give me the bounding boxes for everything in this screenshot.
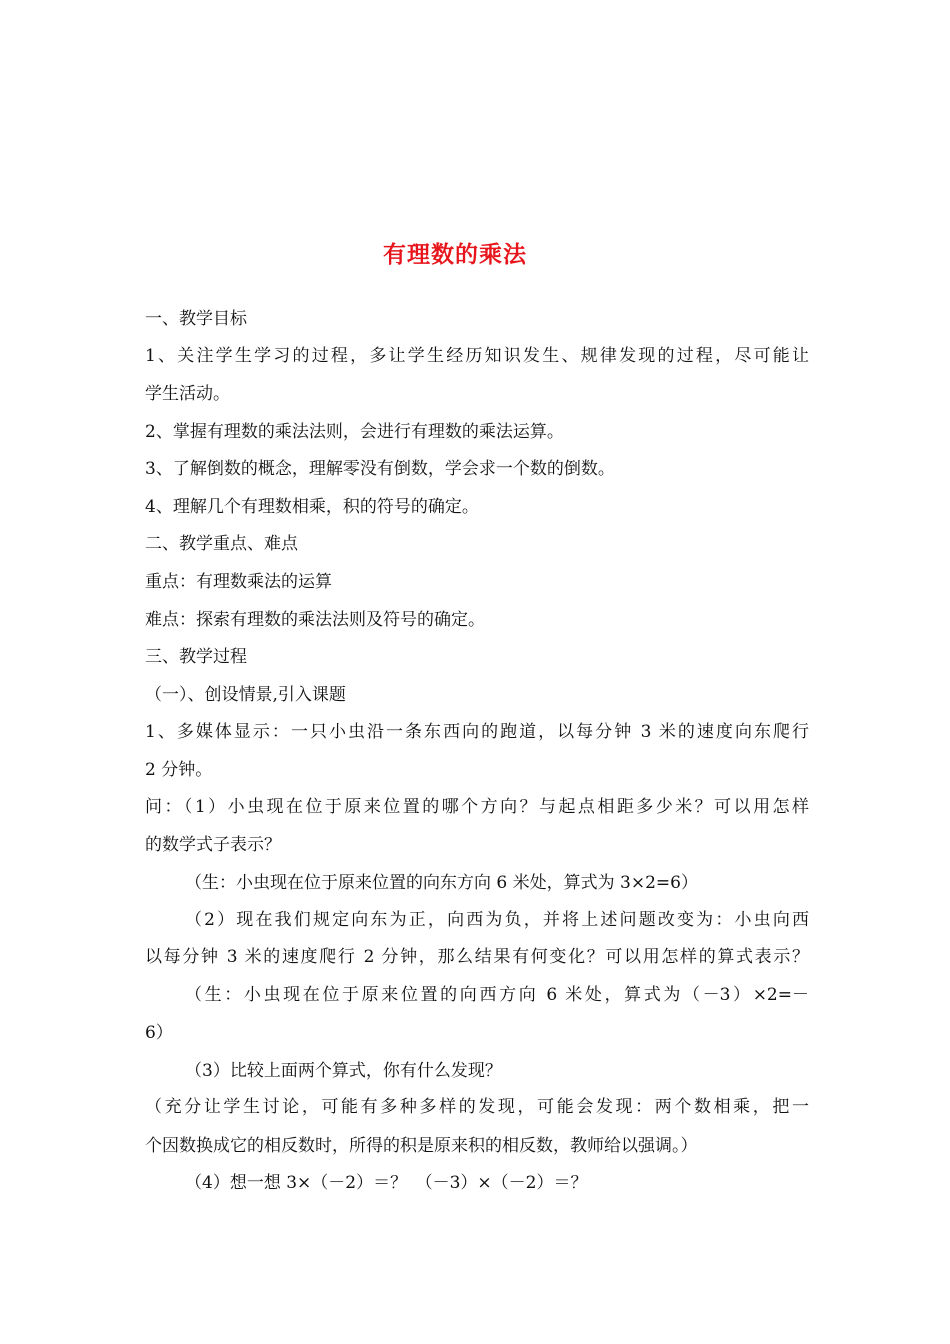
section-heading-objectives: 一、教学目标 [145,308,247,329]
section-heading-process: 三、教学过程 [145,647,247,668]
section-heading-key-points: 二、教学重点、难点 [145,534,298,555]
paragraph-line: （4）想一想 3×（－2）＝？ （－3）×（－2）＝？ [185,1173,588,1194]
paragraph-line: 4、理解几个有理数相乘，积的符号的确定。 [145,496,479,517]
paragraph-line: 难点：探索有理数的乘法法则及符号的确定。 [145,609,485,630]
paragraph-line: 2 分钟。 [145,759,213,780]
paragraph-line: （充分让学生讨论，可能有多种多样的发现，可能会发现：两个数相乘，把一 [145,1097,809,1118]
paragraph-line: （2）现在我们规定向东为正，向西为负，并将上述问题改变为：小虫向西 [185,909,809,930]
paragraph-line: 的数学式子表示？ [145,835,281,856]
paragraph-line: 个因数换成它的相反数时，所得的积是原来积的相反数，教师给以强调。） [145,1135,698,1156]
paragraph-line: （3）比较上面两个算式，你有什么发现？ [185,1060,502,1081]
paragraph-line: 重点：有理数乘法的运算 [145,571,332,592]
subsection-heading: （一）、创设情景,引入课题 [145,684,346,705]
paragraph-line: 以每分钟 3 米的速度爬行 2 分钟，那么结果有何变化？可以用怎样的算式表示？ [145,947,809,968]
paragraph-line: 3、了解倒数的概念，理解零没有倒数，学会求一个数的倒数。 [145,459,615,480]
page-title: 有理数的乘法 [383,241,527,268]
paragraph-line: 1、多媒体显示：一只小虫沿一条东西向的跑道，以每分钟 3 米的速度向东爬行 [145,721,809,742]
paragraph-line: 2、掌握有理数的乘法法则，会进行有理数的乘法运算。 [145,421,564,442]
paragraph-line: 学生活动。 [145,383,230,404]
paragraph-line: 问：（1）小虫现在位于原来位置的哪个方向？与起点相距多少米？可以用怎样 [145,796,809,817]
paragraph-line: （生：小虫现在位于原来位置的向东方向 6 米处，算式为 3×2=6） [185,872,698,893]
paragraph-line: 6） [145,1023,173,1044]
document-body [145,300,809,1202]
paragraph-line: （生：小虫现在位于原来位置的向西方向 6 米处，算式为（－3）×2=－ [185,984,809,1005]
paragraph-line: 1、关注学生学习的过程，多让学生经历知识发生、规律发现的过程，尽可能让 [145,345,809,366]
